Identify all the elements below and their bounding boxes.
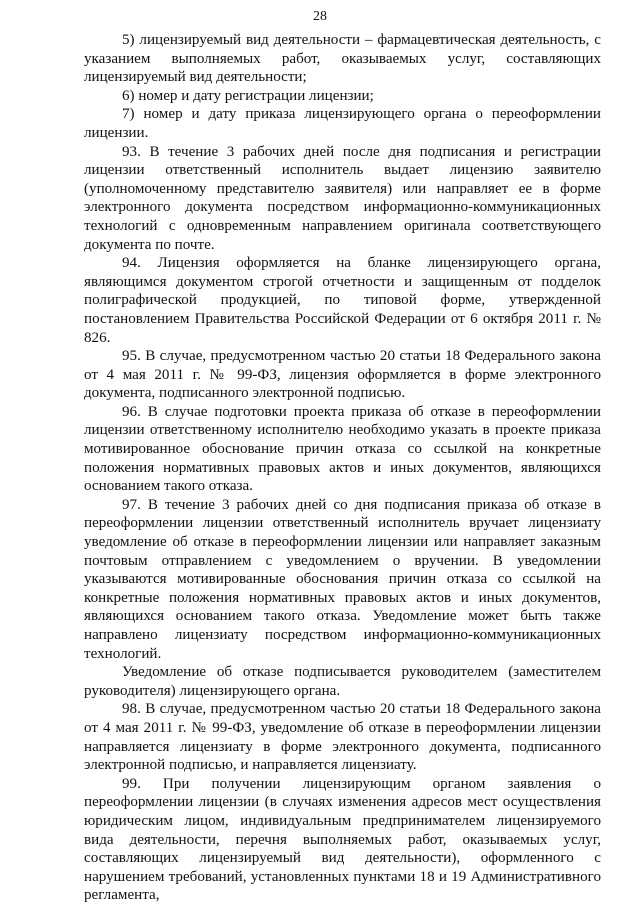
paragraph-item-5: 5) лицензируемый вид деятельности – фармацевтическая деятельность, с указанием выполняемых работ, оказываемых услуг, составляющих лицензируемый вид деятельности; (84, 32, 601, 86)
paragraph-97: 97. В течение 3 рабочих дней со дня подписания приказа об отказе в переоформлении лицензии ответственный исполнитель вручает лицензиату уведомление об отказе в переоформлении лицензии или направляет заказным почтовым отправлением с уведомлением о вручении. В уведомлении указываются мотивированные обоснования причин отказа со ссылкой на конкретные положения нормативных правовых актов и иных документов, являющихся основанием такого отказа. Уведомление может быть также направлено лицензиату посредством информационно-коммуникационных технологий. (84, 496, 601, 662)
paragraph-99: 99. При получении лицензирующим органом заявления о переоформлении лицензии (в случаях изменения адресов мест осуществления юридическим лицом, индивидуальным предпринимателем лицензируемого вида деятельности, перечня выполняемых работ, оказываемых услуг, составляющих лицензируемый вид деятельности), оформленного с нарушением требований, установленных пунктами 18 и 19 Административного регламента, (84, 775, 601, 904)
paragraph-96: 96. В случае подготовки проекта приказа об отказе в переоформлении лицензии ответственному исполнителю необходимо указать в проекте приказа мотивированное обоснование причин отказа со ссылкой на конкретные положения нормативных правовых актов и иных документов, являющихся основанием такого отказа. (84, 403, 601, 495)
paragraph-97-note: Уведомление об отказе подписывается руководителем (заместителем руководителя) лицензирующего органа. (84, 664, 601, 699)
paragraph-94: 94. Лицензия оформляется на бланке лицензирующего органа, являющимся документом строгой отчетности и защищенным от подделок полиграфической продукцией, по типовой форме, утвержденной постановлением Правительства Российской Федерации от 6 октября 2011 г. № 826. (84, 255, 601, 346)
paragraph-item-6: 6) номер и дату регистрации лицензии; (122, 87, 374, 104)
document-body (84, 31, 601, 905)
paragraph-95: 95. В случае, предусмотренном частью 20 статьи 18 Федерального закона от 4 мая 2011 г. № 99-ФЗ, лицензия оформляется в форме электронного документа, подписанного электронной подписью. (84, 348, 601, 402)
page-number: 28 (313, 9, 327, 24)
paragraph-93: 93. В течение 3 рабочих дней после дня подписания и регистрации лицензии ответственный исполнитель выдает лицензию заявителю (уполномоченному представителю заявителя) или направляет ее в форме электронного документа посредством информационно-коммуникационных технологий с одновременным направлением оригинала соответствующего документа по почте. (84, 143, 601, 253)
paragraph-98: 98. В случае, предусмотренном частью 20 статьи 18 Федерального закона от 4 мая 2011 г. № 99-ФЗ, уведомление об отказе в переоформлении лицензии направляется лицензиату в форме электронного документа, подписанного электронной подписью, и направляется лицензиату. (84, 701, 601, 774)
paragraph-item-7: 7) номер и дату приказа лицензирующего органа о переоформлении лицензии. (84, 106, 601, 141)
